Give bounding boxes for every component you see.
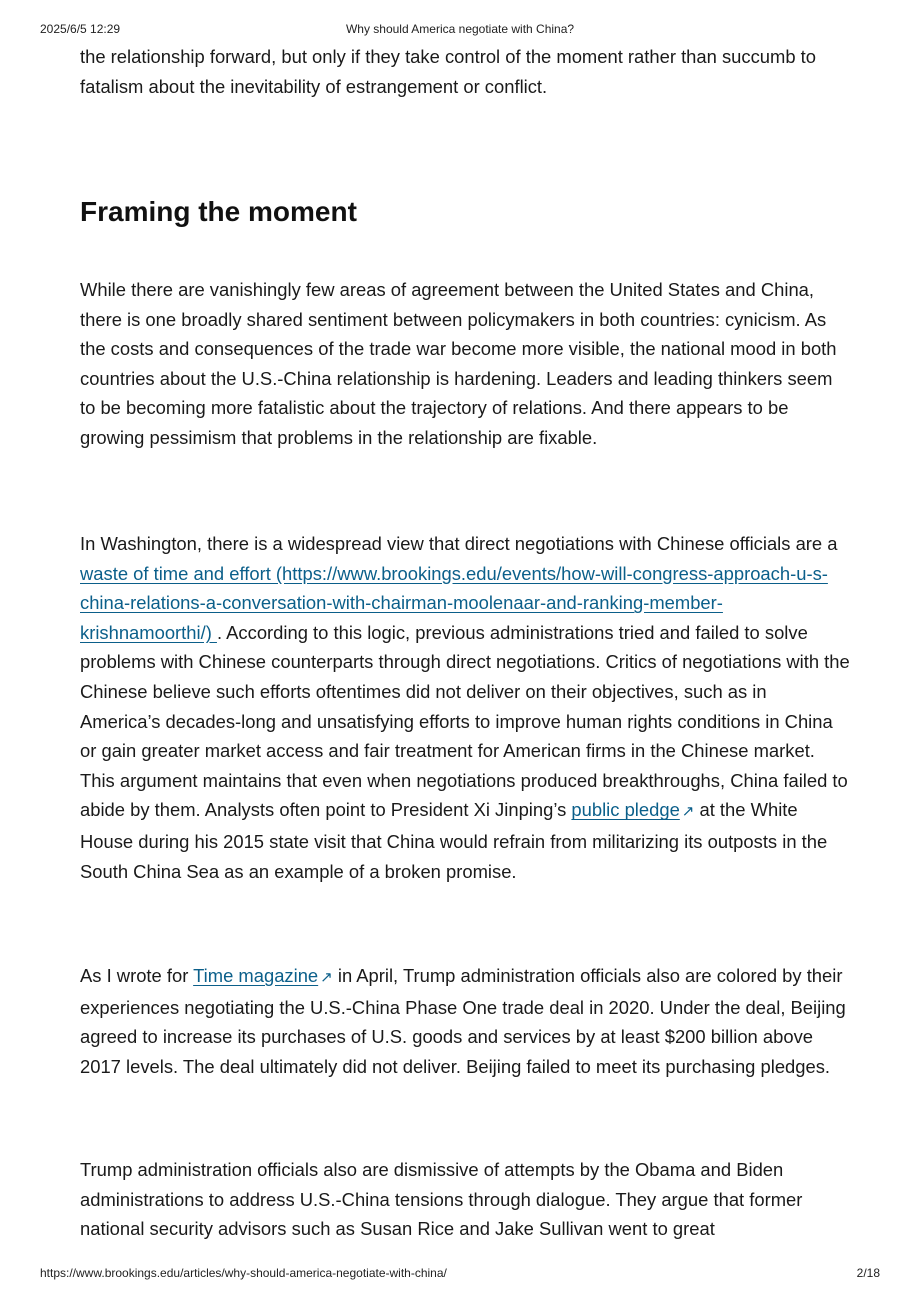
section-heading: Framing the moment (80, 196, 357, 227)
waste-of-time-link[interactable]: waste of time and effort (https://www.brookings.edu/events/how-will-congress-approach-u-s-china-relations-a-conversation-with-chairman-moolenaar-and-ranking-member-krishnamoorthi/) (80, 562, 828, 643)
link-label: public pledge (571, 799, 680, 821)
paragraph-text: in April, Trump administration officials also are colored by their experiences negotiating the U.S.-China Phase One trade deal in 2020. Under the deal, Beijing agreed to increase its purchases of U.S. goods and services by at least $200 billion above 2017 levels. The deal ultimately did not deliver. Beijing failed to meet its purchasing pledges. (80, 965, 846, 1077)
print-url: https://www.brookings.edu/articles/why-should-america-negotiate-with-china/ (40, 1266, 447, 1280)
print-page-title: Why should America negotiate with China? (345, 22, 575, 36)
intro-paragraph: the relationship forward, but only if they take control of the moment rather than succumb to fatalism about the inevitability of estrangement or conflict. (80, 46, 817, 97)
paragraph-cynicism: While there are vanishingly few areas of agreement between the United States and China, there is one broadly shared sentiment between policymakers in both countries: cynicism. As the costs and consequences of the trade war become more visible, the national mood in both countries about the U.S.-China relationship is hardening. Leaders and leading thinkers seem to be becoming more fatalistic about the trajectory of relations. And there appears to be growing pessimism that problems in the relationship are fixable. (80, 279, 837, 448)
print-datetime: 2025/6/5 12:29 (40, 22, 121, 36)
paragraph-text: As I wrote for (80, 965, 194, 986)
print-footer (40, 1266, 880, 1282)
print-header (40, 22, 880, 38)
paragraph-washington (80, 529, 850, 886)
external-link-icon: ↗ (681, 803, 695, 821)
external-link-icon: ↗ (320, 969, 333, 986)
paragraph-text: at the White House during his 2015 state visit that China would refrain from militarizing its outposts in the South China Sea as an example of a broken promise. (80, 799, 828, 882)
link-label: Time magazine (193, 965, 319, 986)
paragraph-text: In Washington, there is a widespread view that direct negotiations with Chinese officials are a (80, 533, 838, 554)
time-magazine-link[interactable] (193, 965, 333, 986)
paragraph-time-magazine (80, 961, 850, 1081)
article-body (80, 42, 850, 1240)
paragraph-text: . According to this logic, previous administrations tried and failed to solve problems with Chinese counterparts through direct negotiations. Critics of negotiations with the Chinese believe such efforts oftentimes did not deliver on their objectives, such as in America’s decades-long and unsatisfying efforts to improve human rights conditions in China or gain greater market access and fair treatment for American firms in the Chinese market. This argument maintains that even when negotiations produced breakthroughs, China failed to abide by them. Analysts often point to President Xi Jinping’s (80, 621, 850, 821)
print-page-number: 2/18 (856, 1266, 880, 1280)
public-pledge-link[interactable] (571, 799, 694, 820)
paragraph-dismissive: Trump administration officials also are dismissive of attempts by the Obama and Biden administrations to address U.S.-China tensions through dialogue. They argue that former national security advisors such as Susan Rice and Jake Sullivan went to great (80, 1159, 803, 1240)
